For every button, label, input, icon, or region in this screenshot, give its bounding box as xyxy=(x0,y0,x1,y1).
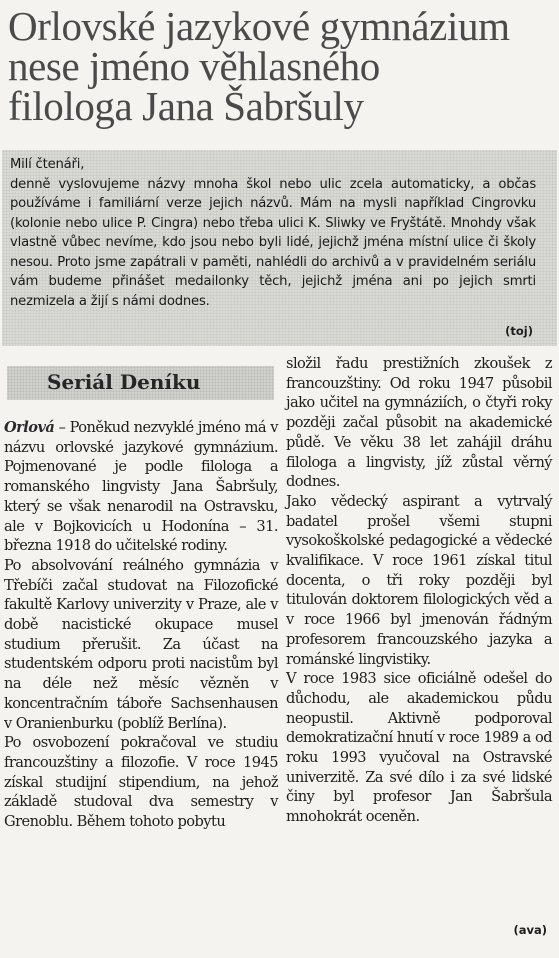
article-paragraph: složil řadu prestižních zkoušek z francouzštiny. Od roku 1947 působil jako učitel na gymnáziích, o čtyři roky později začal působit na akademické půdě. Ve věku 38 let zahájil dráhu filologa a lingvisty, jíž zůstal věrný dodnes. xyxy=(286,355,552,491)
article-column-right xyxy=(286,354,552,827)
article-paragraph xyxy=(4,418,278,556)
intro-greeting: Milí čtenáři, xyxy=(10,157,85,172)
series-label-box xyxy=(7,366,274,400)
article-headline xyxy=(8,3,553,129)
article-paragraph: Po osvobození pokračoval ve studiu francouzštiny a filozofie. V roce 1945 získal studijní stipendium, na jehož základě studoval dva semestry v Grenoblu. Během tohoto pobytu xyxy=(4,734,278,831)
article-paragraph-text: – Poněkud nezvyklé jméno má v názvu orlovské jazykové gymnázium. Pojmenované je podle filologa a romanského lingvisty Jana Šabršuly, který se však nenarodil na Ostravsku, ale v Bojkovicích u Hodonína – 31. března 1918 do učitelské rodiny. xyxy=(4,419,278,555)
intro-body: denně vyslovujeme názvy mnoha škol nebo ulic zcela automaticky, a občas používáme i familiární verze jejich názvů. Mám na mysli například Cingrovku (kolonie nebo ulice P. Cingra) nebo třeba ulici K. Sliwky ve Fryštátě. Mnohdy však vlastně vůbec nevíme, kdo jsou nebo byli lidé, jejichž jména místní ulice či školy nesou. Proto jsme zapátrali v paměti, nahlédli do archivů a v pravidelném seriálu vám budeme přinášet medailonky těch, jejichž jména ani po jejich smrti nezmizela a žijí s námi dodnes. xyxy=(10,176,536,309)
intro-box xyxy=(2,150,557,346)
article-dateline: Orlová xyxy=(4,419,55,436)
article-column-left xyxy=(4,418,278,832)
headline-line: nese jméno věhlasného xyxy=(8,43,380,89)
headline-line: Orlovské jazykové gymnázium xyxy=(8,3,510,49)
article-paragraph: V roce 1983 sice oficiálně odešel do důchodu, ale akademickou půdu neopustil. Aktivně podporoval demokratizační hnutí v roce 1989 a od roku 1993 vyučoval na Ostravské univerzitě. Za své dílo i za své lidské činy byl profesor Jan Šabršula mnohokrát oceněn. xyxy=(286,670,552,826)
article-signature: (ava) xyxy=(513,923,547,937)
series-label: Seriál Deníku xyxy=(47,370,201,394)
headline-line: filologa Jana Šabršuly xyxy=(8,83,364,129)
intro-signature: (toj) xyxy=(505,324,533,338)
article-paragraph: Jako vědecký aspirant a vytrvalý badatel prošel všemi stupni vysokoškolské pedagogické a vědecké kvalifikace. V roce 1961 získal titul docenta, o tři roky později byl titulován doktorem filologických věd a v roce 1966 byl jmenován řádným profesorem francouzského jazyka a románské lingvistiky. xyxy=(286,492,552,668)
article-paragraph: Po absolvování reálného gymnázia v Třebíči začal studovat na Filozofické fakultě Karlovy univerzity v Praze, ale v době nacistické okupace musel studium přerušit. Za účast na studentském odporu proti nacistům byl na déle než měsíc vězněn v koncentračním táboře Sachsenhausen v Oranienburku (poblíž Berlína). xyxy=(4,556,278,732)
intro-text xyxy=(10,155,536,311)
